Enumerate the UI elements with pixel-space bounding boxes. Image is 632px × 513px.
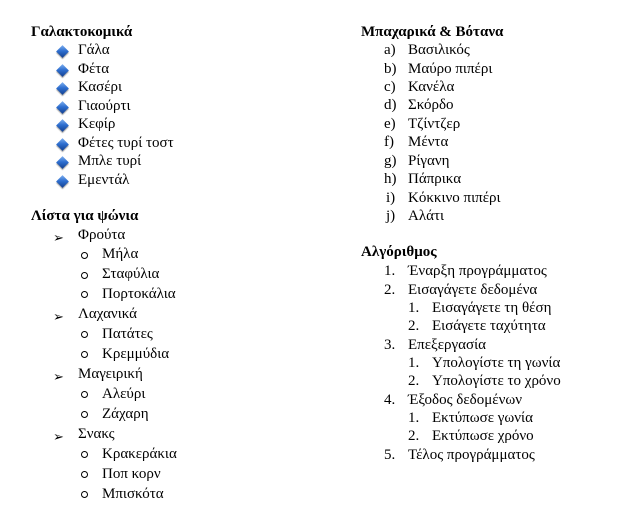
list-item: Γιαούρτι xyxy=(78,98,131,114)
list-item: Μπλε τυρί xyxy=(78,153,142,169)
diamond-bullet-icon xyxy=(56,138,69,151)
list-item: Εμεντάλ xyxy=(78,172,130,188)
list-item: Κασέρι xyxy=(78,79,123,95)
substep-number: 1. xyxy=(408,410,420,426)
shopping-heading: Λίστα για ψώνια xyxy=(31,208,139,224)
list-marker: h) xyxy=(384,171,397,187)
shopping-group-label: Μαγειρική xyxy=(78,366,143,382)
diamond-bullet-icon xyxy=(56,82,69,95)
circle-bullet-icon xyxy=(81,351,88,358)
circle-bullet-icon xyxy=(81,331,88,338)
step-number: 4. xyxy=(384,392,396,408)
circle-bullet-icon xyxy=(81,451,88,458)
step-number: 5. xyxy=(384,447,396,463)
step-number: 1. xyxy=(384,263,396,279)
list-item: Εισαγάγετε δεδομένα xyxy=(408,282,538,298)
list-item: Ζάχαρη xyxy=(102,406,149,422)
shopping-group-label: Λαχανικά xyxy=(78,306,138,322)
diamond-bullet-icon xyxy=(56,101,69,114)
diamond-bullet-icon xyxy=(56,156,69,169)
list-item: Αλεύρι xyxy=(102,386,146,402)
list-item: Γάλα xyxy=(78,42,110,58)
list-marker: a) xyxy=(384,42,396,58)
list-marker: b) xyxy=(384,61,397,77)
list-item: Σκόρδο xyxy=(408,97,454,113)
diamond-bullet-icon xyxy=(56,64,69,77)
list-marker: i) xyxy=(386,190,396,206)
list-item: Έξοδος δεδομένων xyxy=(408,392,523,408)
list-marker: j) xyxy=(386,208,396,224)
list-item: Εισάγετε ταχύτητα xyxy=(432,318,546,334)
spices-heading: Μπαχαρικά & Βότανα xyxy=(361,24,504,40)
list-item: Αλάτι xyxy=(408,208,445,224)
list-item: Υπολογίστε τη γωνία xyxy=(432,355,561,371)
substep-number: 1. xyxy=(408,355,420,371)
diamond-bullet-icon xyxy=(56,175,69,188)
list-item: Φέτες τυρί τοστ xyxy=(78,135,174,151)
arrow-bullet-icon: ➢ xyxy=(53,230,64,245)
dairy-heading: Γαλακτοκομικά xyxy=(31,24,133,40)
shopping-group-label: Σνακς xyxy=(78,426,115,442)
list-item: Πάπρικα xyxy=(408,171,462,187)
list-item: Πορτοκάλια xyxy=(102,286,176,302)
list-item: Επεξεργασία xyxy=(408,337,486,353)
list-item: Εκτύπωσε γωνία xyxy=(432,410,533,426)
arrow-bullet-icon: ➢ xyxy=(53,369,64,384)
list-item: Μαύρο πιπέρι xyxy=(408,61,493,77)
circle-bullet-icon xyxy=(81,291,88,298)
circle-bullet-icon xyxy=(81,491,88,498)
list-item: Τζίντζερ xyxy=(408,116,461,132)
list-item: Βασιλικός xyxy=(408,42,470,58)
step-number: 2. xyxy=(384,282,396,298)
list-marker: e) xyxy=(384,116,396,132)
circle-bullet-icon xyxy=(81,252,88,259)
list-item: Μήλα xyxy=(102,246,139,262)
list-item: Υπολογίστε το χρόνο xyxy=(432,373,561,389)
list-item: Κόκκινο πιπέρι xyxy=(408,190,501,206)
list-item: Τέλος προγράμματος xyxy=(408,447,535,463)
circle-bullet-icon xyxy=(81,391,88,398)
algorithm-heading: Αλγόριθμος xyxy=(361,244,437,260)
list-marker: c) xyxy=(384,79,396,95)
substep-number: 1. xyxy=(408,300,420,316)
list-item: Κρεμμύδια xyxy=(102,346,170,362)
list-marker: d) xyxy=(384,97,397,113)
list-item: Έναρξη προγράμματος xyxy=(408,263,547,279)
circle-bullet-icon xyxy=(81,471,88,478)
list-item: Κανέλα xyxy=(408,79,455,95)
list-item: Ρίγανη xyxy=(408,153,450,169)
substep-number: 2. xyxy=(408,428,420,444)
list-item: Κρακεράκια xyxy=(102,446,177,462)
diamond-bullet-icon xyxy=(56,119,69,132)
circle-bullet-icon xyxy=(81,272,88,279)
list-marker: f) xyxy=(384,134,394,150)
arrow-bullet-icon: ➢ xyxy=(53,429,64,444)
list-item: Πατάτες xyxy=(102,326,153,342)
list-item: Εισαγάγετε τη θέση xyxy=(432,300,552,316)
list-item: Μέντα xyxy=(408,134,449,150)
list-item: Κεφίρ xyxy=(78,116,116,132)
list-item: Μπισκότα xyxy=(102,486,164,502)
list-item: Φέτα xyxy=(78,61,110,77)
shopping-group-label: Φρούτα xyxy=(78,227,126,243)
arrow-bullet-icon: ➢ xyxy=(53,309,64,324)
substep-number: 2. xyxy=(408,318,420,334)
circle-bullet-icon xyxy=(81,411,88,418)
step-number: 3. xyxy=(384,337,396,353)
list-marker: g) xyxy=(384,153,397,169)
diamond-bullet-icon xyxy=(56,45,69,58)
list-item: Σταφύλια xyxy=(102,266,160,282)
list-item: Εκτύπωσε χρόνο xyxy=(432,428,534,444)
list-item: Ποπ κορν xyxy=(102,466,161,482)
substep-number: 2. xyxy=(408,373,420,389)
